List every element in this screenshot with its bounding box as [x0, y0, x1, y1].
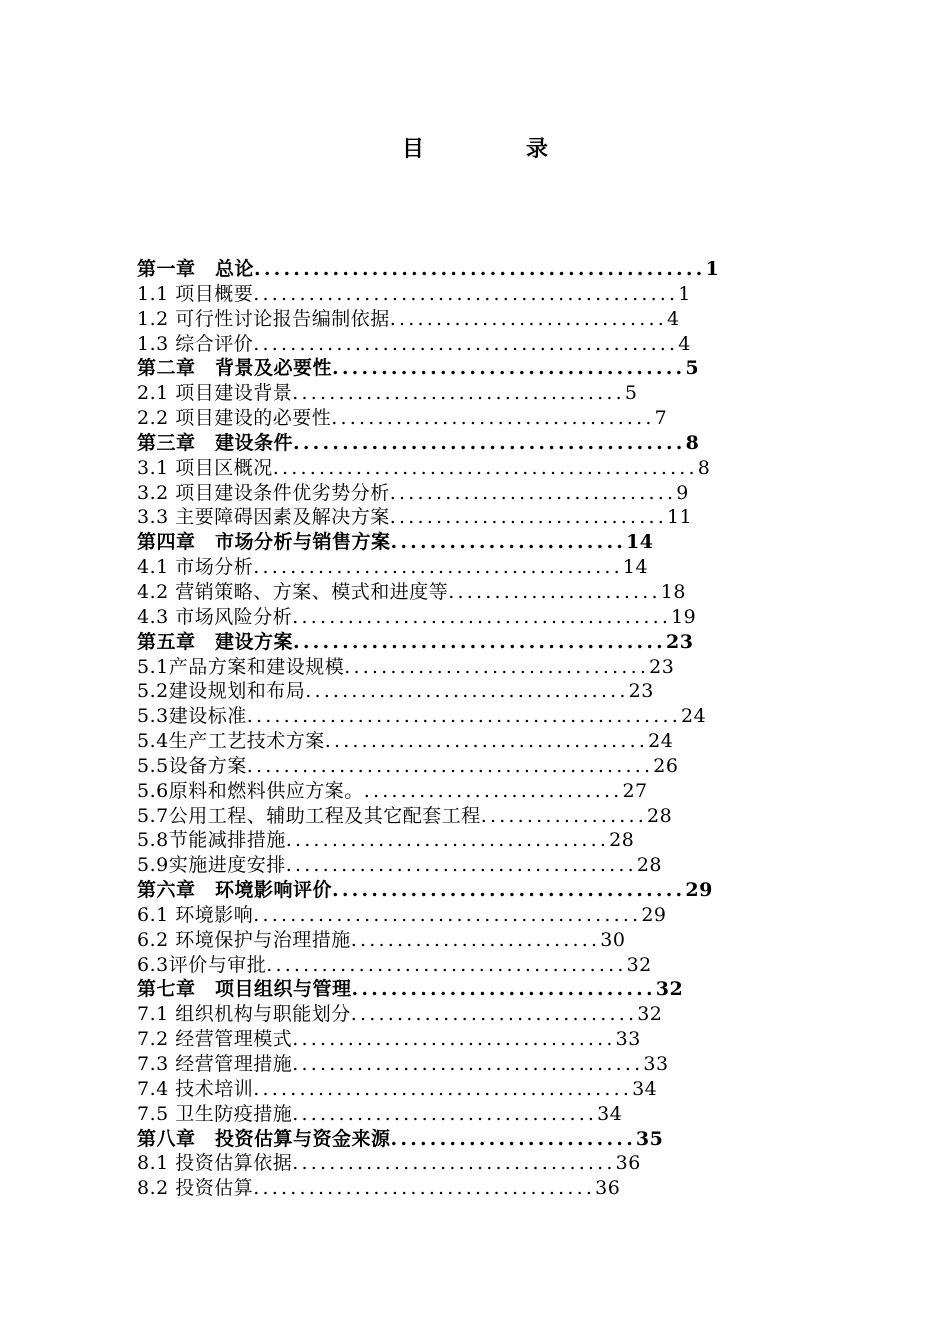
toc-entry-title: 5.8节能减排措施 — [137, 829, 286, 852]
toc-entry-title: 第二章 背景及必要性 — [137, 357, 333, 380]
toc-leader-dots: ................................... — [331, 407, 655, 430]
toc-section-entry[interactable] — [137, 928, 817, 953]
toc-leader-dots: ....................... — [448, 580, 661, 603]
toc-leader-dots: .................. — [480, 804, 648, 827]
toc-entry-title: 5.3建设标准 — [137, 705, 247, 728]
toc-section-entry[interactable] — [137, 282, 817, 307]
toc-leader-dots: ................................... — [324, 730, 649, 753]
toc-entry-title: 7.3 经营管理措施 — [137, 1053, 293, 1075]
toc-section-entry[interactable] — [137, 953, 817, 978]
toc-entry-title: 第三章 建设条件 — [137, 431, 294, 454]
toc-page-number: 8 — [685, 431, 700, 454]
toc-entry-title: 第一章 总论 — [137, 258, 255, 280]
toc-section-entry[interactable] — [137, 679, 817, 704]
toc-chapter-entry[interactable] — [137, 431, 817, 456]
toc-leader-dots: .............................. — [389, 307, 667, 330]
toc-section-entry[interactable] — [137, 1002, 817, 1027]
toc-entry-title: 6.2 环境保护与治理措施 — [137, 928, 351, 951]
toc-entry-title: 1.3 综合评价 — [137, 332, 254, 355]
toc-page-number: 35 — [635, 1127, 664, 1150]
toc-section-entry[interactable] — [137, 1027, 817, 1052]
toc-leader-dots: ............................... — [351, 978, 656, 1001]
toc-section-entry[interactable] — [137, 704, 817, 729]
toc-leader-dots: .............................. — [389, 506, 667, 529]
toc-leader-dots: ............................... — [389, 481, 677, 504]
toc-leader-dots: .................................... — [292, 382, 625, 405]
toc-entry-title: 7.1 组织机构与职能划分 — [137, 1003, 351, 1026]
toc-leader-dots: ........................... — [350, 928, 601, 951]
toc-entry-title: 6.1 环境影响 — [137, 903, 254, 926]
toc-section-entry[interactable] — [137, 580, 817, 605]
toc-page-number: 27 — [622, 779, 648, 802]
toc-page-number: 19 — [671, 605, 697, 628]
toc-entry-title: 4.2 营销策略、方案、模式和进度等 — [137, 580, 449, 603]
toc-section-entry[interactable] — [137, 903, 817, 928]
toc-page-number: 18 — [660, 580, 686, 603]
toc-entry-title: 1.1 项目概要 — [137, 282, 254, 305]
toc-entry-title: 5.9实施进度安排 — [137, 854, 286, 877]
toc-leader-dots: ................................... — [292, 1028, 616, 1051]
toc-chapter-entry[interactable] — [137, 356, 817, 381]
toc-entry-title: 2.1 项目建设背景 — [137, 382, 293, 405]
toc-page-number: 34 — [597, 1102, 623, 1125]
toc-leader-dots: .................................... — [332, 879, 686, 902]
toc-page-number: 5 — [685, 357, 700, 380]
toc-page-number: 23 — [628, 680, 654, 703]
toc-section-entry[interactable] — [137, 804, 817, 829]
toc-leader-dots: ............................................ — [246, 754, 654, 777]
toc-leader-dots: ........................ — [390, 531, 627, 554]
toc-entry-title: 8.1 投资估算依据 — [137, 1152, 293, 1175]
toc-page-number: 29 — [685, 879, 713, 902]
toc-section-entry[interactable] — [137, 1176, 817, 1201]
toc-entry-title: 第四章 市场分析与销售方案 — [137, 531, 391, 554]
toc-entry-title: 5.7公用工程、辅助工程及其它配套工程 — [137, 804, 481, 827]
toc-chapter-entry[interactable] — [137, 977, 817, 1002]
toc-leader-dots: .............................................. — [253, 332, 679, 355]
toc-page-number: 4 — [678, 332, 691, 355]
toc-section-entry[interactable] — [137, 1077, 817, 1102]
toc-entry-title: 7.5 卫生防疫措施 — [137, 1102, 293, 1125]
toc-leader-dots: ......................................... — [253, 1077, 633, 1100]
toc-page-number: 1 — [678, 282, 691, 305]
table-of-contents — [137, 257, 817, 1201]
toc-section-entry[interactable] — [137, 332, 817, 357]
toc-section-entry[interactable] — [137, 456, 817, 481]
toc-page-number: 32 — [626, 953, 652, 976]
toc-entry-title: 第七章 项目组织与管理 — [137, 978, 352, 1001]
toc-entry-title: 5.6原料和燃料供应方案。 — [137, 779, 364, 802]
toc-leader-dots: .................................... — [332, 357, 686, 380]
toc-leader-dots: ........................................ — [293, 431, 686, 454]
toc-leader-dots: .............................................. — [272, 456, 698, 479]
toc-entry-title: 3.2 项目建设条件优劣势分析 — [137, 481, 390, 504]
toc-section-entry[interactable] — [137, 505, 817, 530]
toc-page-number: 1 — [705, 258, 720, 280]
toc-page-number: 24 — [680, 705, 707, 728]
toc-leader-dots: .............................................. — [253, 282, 679, 305]
toc-page-number: 5 — [624, 382, 638, 405]
toc-entry-title: 7.4 技术培训 — [137, 1077, 254, 1100]
toc-section-entry[interactable] — [137, 1102, 817, 1127]
toc-leader-dots: ................................. — [344, 655, 650, 678]
toc-entry-title: 第八章 投资估算与资金来源 — [137, 1127, 391, 1150]
toc-leader-dots: ...................................... — [293, 630, 666, 653]
toc-page-number: 30 — [600, 928, 626, 951]
toc-chapter-entry[interactable] — [137, 257, 817, 282]
toc-entry-title: 5.4生产工艺技术方案 — [137, 730, 325, 753]
toc-page-number: 4 — [666, 307, 680, 330]
toc-leader-dots: ................................... — [305, 680, 629, 703]
toc-page-number: 33 — [643, 1053, 669, 1075]
toc-page-number: 29 — [641, 903, 667, 926]
toc-section-entry[interactable] — [137, 655, 817, 680]
toc-page-number: 33 — [615, 1028, 641, 1051]
toc-entry-title: 2.2 项目建设的必要性 — [137, 407, 332, 430]
toc-leader-dots: ...................................... — [285, 854, 637, 877]
toc-leader-dots: .............................................. — [254, 258, 706, 280]
toc-leader-dots: .......................................... — [253, 903, 642, 926]
toc-section-entry[interactable] — [137, 605, 817, 630]
toc-page-number: 26 — [653, 754, 679, 777]
toc-leader-dots: ............................................... — [246, 705, 681, 728]
toc-page-number: 32 — [655, 978, 684, 1001]
toc-entry-title: 4.3 市场风险分析 — [137, 605, 293, 628]
toc-section-entry[interactable] — [137, 481, 817, 506]
toc-entry-title: 3.1 项目区概况 — [137, 456, 273, 479]
toc-entry-title: 5.2建设规划和布局 — [137, 680, 306, 703]
toc-section-entry[interactable] — [137, 555, 817, 580]
toc-section-entry[interactable] — [137, 307, 817, 332]
toc-page-number: 24 — [648, 730, 674, 753]
toc-entry-title: 3.3 主要障碍因素及解决方案 — [137, 506, 390, 529]
toc-section-entry[interactable] — [137, 381, 817, 406]
toc-chapter-entry[interactable] — [137, 878, 817, 903]
toc-section-entry[interactable] — [137, 729, 817, 754]
toc-entry-title: 6.3评价与审批 — [137, 953, 267, 976]
toc-entry-title: 4.1 市场分析 — [137, 556, 254, 579]
toc-entry-title: 1.2 可行性讨论报告编制依据 — [137, 307, 390, 330]
toc-section-entry[interactable] — [137, 1151, 817, 1176]
toc-page-number: 23 — [649, 655, 675, 678]
toc-page-number: 32 — [637, 1003, 663, 1026]
toc-entry-title: 第五章 建设方案 — [137, 630, 294, 653]
toc-entry-title: 5.1产品方案和建设规模 — [137, 655, 345, 678]
toc-section-entry[interactable] — [137, 853, 817, 878]
toc-chapter-entry[interactable] — [137, 1127, 817, 1152]
toc-page-number: 14 — [626, 531, 654, 554]
toc-section-entry[interactable] — [137, 779, 817, 804]
toc-page-number: 36 — [595, 1177, 621, 1200]
toc-entry-title: 第六章 环境影响评价 — [137, 879, 333, 902]
toc-page-number: 8 — [697, 456, 711, 479]
toc-leader-dots: ...................................... — [292, 1053, 644, 1075]
toc-page-number: 36 — [615, 1152, 641, 1175]
toc-entry-title: 8.2 投资估算 — [137, 1177, 254, 1200]
toc-leader-dots: ..................................... — [253, 1177, 596, 1200]
toc-page-number: 14 — [622, 556, 649, 579]
toc-leader-dots: ......................... — [390, 1127, 636, 1150]
toc-leader-dots: ................................... — [292, 1152, 616, 1175]
toc-page-number: 34 — [632, 1077, 658, 1100]
toc-section-entry[interactable] — [137, 1052, 817, 1077]
toc-page-number: 28 — [609, 829, 635, 852]
toc-page-number: 28 — [636, 854, 663, 877]
toc-page-number: 23 — [665, 630, 694, 653]
toc-page-number: 11 — [666, 506, 693, 529]
toc-section-entry[interactable] — [137, 754, 817, 779]
page-title: 目 录 — [401, 136, 588, 162]
toc-page-number: 7 — [654, 407, 668, 430]
toc-entry-title: 5.5设备方案 — [137, 754, 247, 777]
toc-entry-title: 7.2 经营管理模式 — [137, 1028, 293, 1051]
toc-page-number: 9 — [676, 481, 689, 504]
toc-leader-dots: ................................... — [285, 829, 610, 852]
toc-page-number: 28 — [647, 804, 673, 827]
toc-leader-dots: ....................................... — [266, 953, 627, 976]
toc-section-entry[interactable] — [137, 406, 817, 431]
toc-section-entry[interactable] — [137, 828, 817, 853]
toc-leader-dots: ......................................... — [292, 605, 672, 628]
toc-leader-dots: ................................. — [292, 1102, 598, 1125]
toc-chapter-entry[interactable] — [137, 630, 817, 655]
toc-chapter-entry[interactable] — [137, 530, 817, 555]
toc-leader-dots: ............................... — [350, 1003, 638, 1026]
toc-leader-dots: ........................................ — [253, 556, 623, 579]
toc-leader-dots: ............................ — [363, 779, 623, 802]
